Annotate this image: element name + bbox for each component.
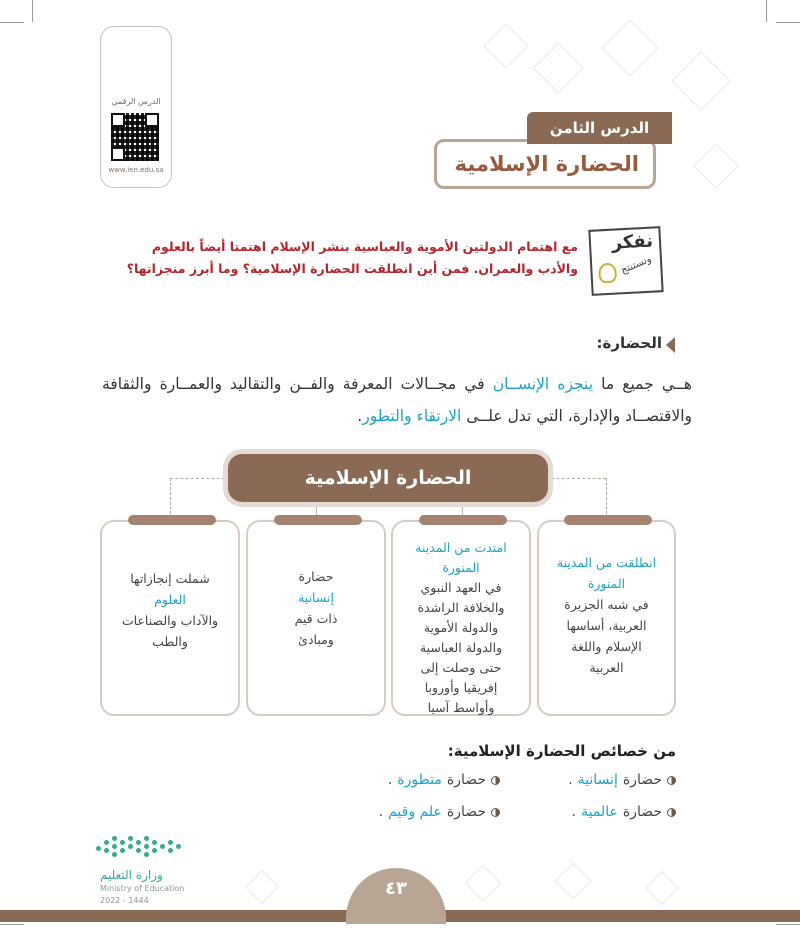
card-text: في العهد النبوي والخلافة الراشدة والدولة الأموية والدولة العباسية حتى وصلت إلى إفريقيا وأوروبا وأواسط آسيا	[417, 580, 505, 715]
features-heading: من خصائص الحضارة الإسلامية:	[447, 742, 676, 760]
digital-lesson-card[interactable]	[100, 26, 172, 188]
card-highlight: انطلقت من المدينة المنورة	[556, 555, 657, 591]
diagram-card-origin	[537, 520, 676, 716]
feature-item: حضارة إنسانية .	[568, 772, 676, 788]
card-tab	[419, 515, 507, 525]
highlight-term: ينجزه الإنســان	[492, 375, 594, 393]
ministry-name-ar: وزارة التعليم	[100, 868, 163, 882]
highlight-term: الارتقاء والتطور	[362, 407, 462, 425]
think-label: نفكر	[611, 230, 654, 254]
decorative-diamond	[645, 871, 679, 905]
card-highlight: العلوم	[154, 592, 186, 607]
lesson-title-box	[434, 139, 656, 189]
decorative-diamond	[483, 23, 528, 68]
feature-item: حضارة متطورة .	[388, 772, 500, 788]
diagram-title: الحضارة الإسلامية	[228, 454, 548, 502]
decorative-diamond	[555, 863, 592, 900]
card-tab	[274, 515, 362, 525]
card-tab	[564, 515, 652, 525]
diagram-card-achievements	[100, 520, 240, 716]
bullet-icon	[491, 808, 500, 817]
card-text: في شبه الجزيرة العربية، أساسها الإسلام واللغة العربية	[564, 597, 649, 675]
edition-year: 2022 - 1444	[100, 896, 149, 905]
decorative-diamond	[671, 51, 730, 110]
think-question: مع اهتمام الدولتين الأموية والعباسية بنشر الإسلام اهتمتا أيضاً بالعلوم والأدب والعمران. فمن أين انطلقت الحضارة الإسلامية؟ وما أبرز منجزاتها؟	[126, 239, 578, 276]
card-highlight: امتدت من المدينة المنورة	[415, 540, 507, 575]
card-text: والآداب والصناعات والطب	[121, 613, 219, 649]
card-text: حضارة	[298, 569, 334, 584]
card-tab	[128, 515, 216, 525]
bullet-icon	[667, 776, 676, 785]
diagram-card-expansion	[391, 520, 531, 716]
website-url[interactable]: www.ien.edu.sa	[108, 166, 164, 174]
ministry-name-en: Ministry of Education	[100, 884, 185, 893]
chevron-left-icon	[666, 337, 675, 353]
definition-heading: الحضارة:	[596, 334, 662, 352]
card-text: شملت إنجازاتها	[130, 571, 210, 586]
card-highlight: إنسانية	[298, 590, 334, 605]
page-number: ٤٣	[346, 868, 446, 924]
connector-line	[546, 478, 606, 479]
crop-mark	[0, 22, 24, 23]
feature-item: حضارة علم وقيم .	[379, 804, 500, 820]
connector-line	[170, 478, 171, 514]
bullet-icon	[667, 808, 676, 817]
qr-code-icon[interactable]	[111, 113, 159, 161]
think-conclude-badge	[588, 226, 663, 296]
definition-paragraph: هــي جميع ما ينجزه الإنســان في مجــالات المعرفة والفــن والتقاليد والعمــارة والثقافة والاقتصــاد والإدارة، التي تدل علــى الارتقاء والتطور.	[102, 375, 693, 425]
crop-mark	[32, 0, 33, 22]
decorative-diamond	[465, 865, 502, 902]
crop-mark	[776, 924, 800, 925]
decorative-diamond	[602, 20, 659, 77]
decorative-diamond	[693, 143, 738, 188]
bullet-icon	[491, 776, 500, 785]
lesson-number: الدرس الثامن	[527, 112, 672, 144]
connector-line	[606, 478, 607, 514]
connector-line	[170, 478, 230, 479]
digital-lesson-label: الدرس الرقمي	[111, 97, 161, 106]
feature-item: حضارة عالمية .	[572, 804, 676, 820]
decorative-diamond	[533, 43, 584, 94]
ministry-logo-icon	[96, 834, 182, 864]
crop-mark	[766, 0, 767, 22]
crop-mark	[776, 22, 800, 23]
lesson-title: الحضارة الإسلامية	[454, 152, 639, 176]
conclude-label: ونستنتج	[619, 253, 654, 277]
decorative-diamond	[245, 870, 279, 904]
diagram-card-humanity	[246, 520, 386, 716]
crop-mark	[0, 924, 24, 925]
card-text: ذات قيم ومبادئ	[294, 611, 338, 647]
lightbulb-icon	[598, 263, 617, 284]
